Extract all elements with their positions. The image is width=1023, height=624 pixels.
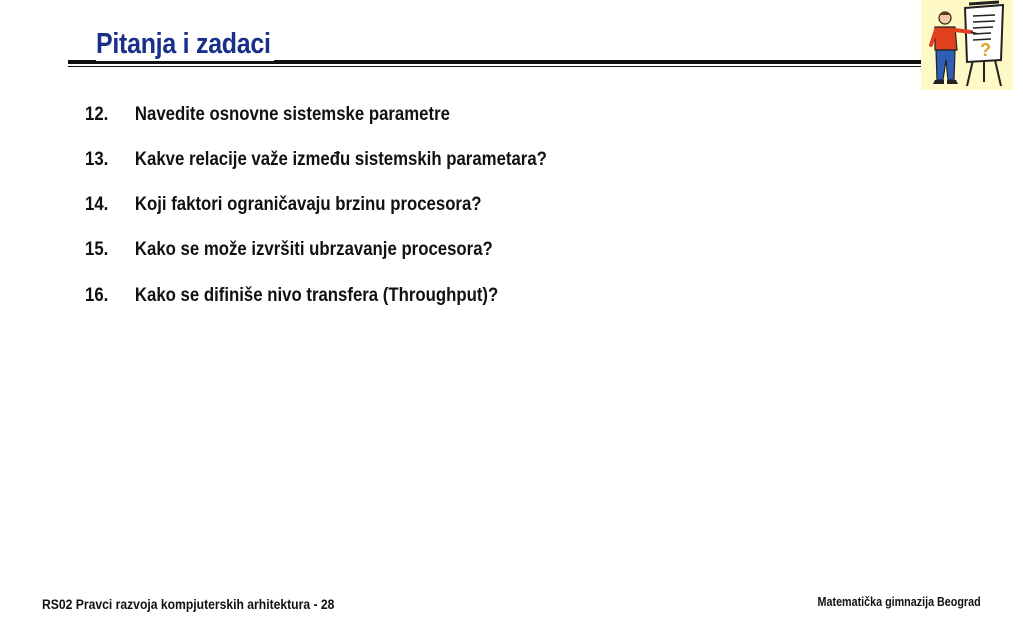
- question-number: 15.: [85, 238, 109, 260]
- list-item: [85, 148, 547, 178]
- list-item: [85, 193, 482, 223]
- question-mark: ?: [980, 40, 991, 60]
- list-item: [85, 238, 493, 268]
- title-underline-thin: [68, 66, 921, 67]
- list-item: [85, 284, 498, 314]
- question-text: Kakve relacije važe između sistemskih parametara?: [134, 148, 547, 170]
- slide-title: Pitanja i zadaci: [96, 28, 274, 61]
- footer-school-label: Matematička gimnazija Beograd: [817, 595, 981, 609]
- question-text: Kako se može izvršiti ubrzavanje procesora?: [134, 238, 493, 260]
- question-text: Navedite osnovne sistemske parametre: [134, 103, 450, 125]
- question-text: Koji faktori ograničavaju brzinu procesora?: [134, 193, 482, 215]
- question-number: 16.: [85, 284, 109, 306]
- question-number: 12.: [85, 103, 109, 125]
- presenter-with-flipchart-icon: [921, 0, 1013, 90]
- footer-course-label: RS02 Pravci razvoja kompjuterskih arhitektura - 28: [42, 597, 335, 612]
- question-number: 14.: [85, 193, 109, 215]
- list-item: [85, 103, 450, 133]
- question-number: 13.: [85, 148, 109, 170]
- question-text: Kako se difiniše nivo transfera (Throughput)?: [134, 284, 499, 306]
